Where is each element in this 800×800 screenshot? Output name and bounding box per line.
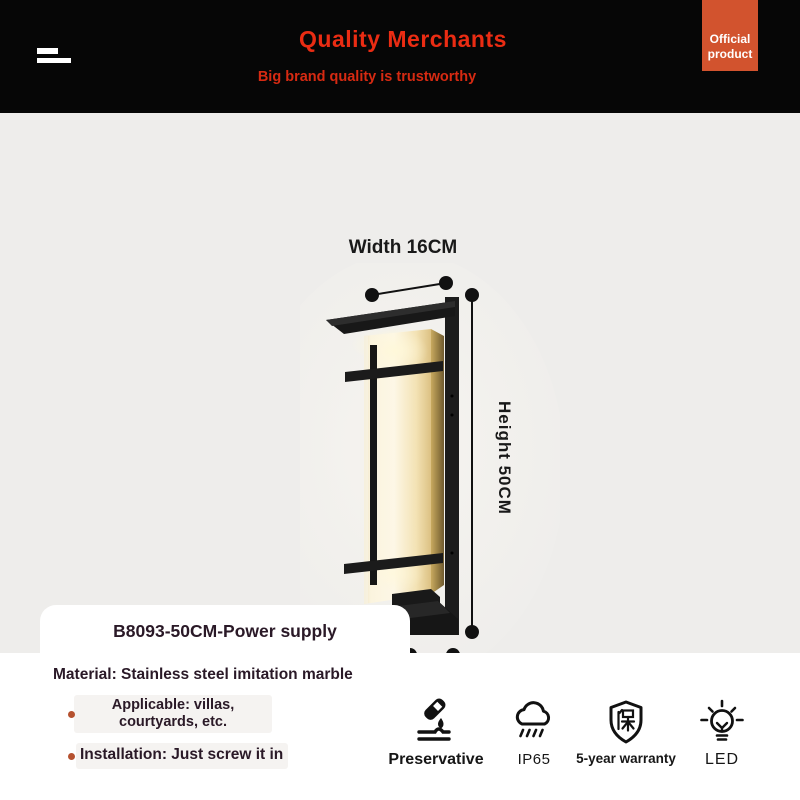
led-bulb-icon <box>698 698 746 748</box>
bullet-dot <box>68 753 75 760</box>
feature-ip65 <box>482 698 586 768</box>
model-name: B8093-50CM-Power supply <box>113 621 337 641</box>
applicable-text-1: Applicable: villas, <box>111 697 235 713</box>
feature-led <box>670 698 774 769</box>
lamp-front-rod <box>370 345 377 585</box>
anti-corrosion-icon <box>410 698 462 748</box>
header-subtitle: Big brand quality is trustworthy <box>257 69 477 85</box>
header <box>0 0 800 113</box>
feature-preservative <box>384 698 488 769</box>
height-dimension-label: Height 50CM <box>495 401 514 515</box>
applicable-line <box>74 697 272 731</box>
product-figure-stage <box>0 113 800 653</box>
width-dimension-label: Width 16CM <box>348 237 458 258</box>
bao-character <box>619 710 635 731</box>
lamp-back-plate <box>445 297 459 635</box>
warranty-shield-icon <box>602 698 650 748</box>
rain-cloud-icon <box>510 698 558 748</box>
product-info <box>0 653 800 800</box>
applicable-text-2: courtyards, etc. <box>119 714 227 730</box>
badge-line: product <box>707 47 753 61</box>
header-title: Quality Merchants <box>299 26 507 52</box>
feature-warranty <box>574 698 678 766</box>
model-card <box>40 605 410 655</box>
material-line: Material: Stainless steel imitation marble <box>53 666 353 683</box>
menu-icon[interactable] <box>37 47 77 67</box>
official-product-badge <box>702 0 758 71</box>
feature-label: 5-year warranty <box>576 751 676 766</box>
badge-line: Official <box>709 32 751 46</box>
feature-label: LED <box>704 751 740 768</box>
menu-bar <box>37 58 71 63</box>
menu-bar <box>37 48 58 54</box>
feature-label: IP65 <box>517 751 551 768</box>
feature-label: Preservative <box>388 751 484 768</box>
installation-line: Installation: Just screw it in <box>80 746 284 763</box>
